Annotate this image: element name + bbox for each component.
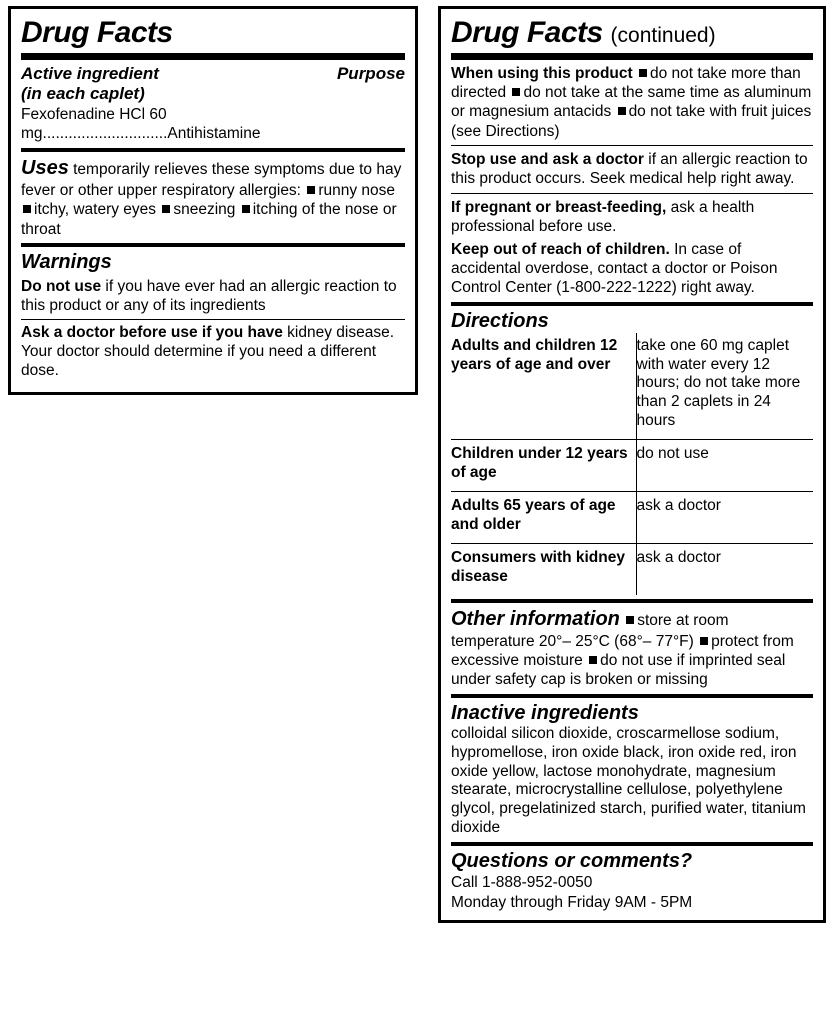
bullet-square-icon — [700, 637, 708, 645]
purpose-heading: Purpose — [336, 63, 405, 83]
divider — [21, 53, 405, 60]
drug-facts-panel-right — [438, 6, 826, 923]
questions-section — [451, 850, 813, 912]
ask-doctor-text: kidney disease. Your doctor should determine if you need a different dose. — [21, 323, 395, 380]
bullet-square-icon — [242, 205, 250, 213]
pregnant-label: If pregnant or breast-feeding, — [451, 198, 667, 216]
page-title-continued — [451, 17, 813, 49]
table-row — [451, 543, 813, 594]
page-title: Drug Facts — [21, 16, 173, 49]
bullet-square-icon — [23, 205, 31, 213]
other-info-item-0: store at room temperature 20°– 25°C (68°– 77°F) — [451, 611, 729, 650]
pregnant-text: ask a health professional before use. — [451, 198, 755, 236]
do-not-use-text: if you have ever had an allergic reaction to this product or any of its ingredients — [21, 277, 397, 315]
divider — [21, 319, 405, 320]
divider — [451, 694, 813, 698]
directions-who-2: Adults 65 years of age and older — [451, 491, 636, 543]
warnings-section — [21, 251, 405, 381]
directions-heading: Directions — [451, 309, 549, 332]
bullet-square-icon — [626, 616, 634, 624]
when-using-item-2: do not take with fruit juices (see Directions) — [451, 103, 812, 140]
stop-use-text: if an allergic reaction to this product occurs. Seek medical help right away. — [451, 151, 808, 188]
divider — [451, 302, 813, 306]
other-information-heading: Other information — [451, 607, 620, 630]
bullet-square-icon — [307, 186, 315, 194]
directions-who-0: Adults and children 12 years of age and over — [451, 333, 636, 440]
bullet-square-icon — [618, 107, 626, 115]
divider — [451, 145, 813, 146]
keep-out-section — [451, 240, 813, 298]
uses-heading: Uses — [21, 156, 69, 179]
directions-what-2: ask a doctor — [636, 491, 813, 543]
divider — [451, 842, 813, 846]
stop-use-label: Stop use and ask a doctor — [451, 151, 644, 168]
divider — [451, 599, 813, 603]
directions-who-3: Consumers with kidney disease — [451, 543, 636, 594]
when-using-item-1: do not take at the same time as aluminum or magnesium antacids — [451, 83, 812, 121]
inactive-ingredients-text: colloidal silicon dioxide, croscarmellose sodium, hypromellose, iron oxide black, iron oxide red, iron oxide yellow, lactose monohydrate, magnesium stearate, microcrystalline cellulose, polyethylene glycol, pregelatinized starch, purified water, titanium dioxide — [451, 724, 806, 837]
directions-what-1: do not use — [636, 440, 813, 492]
inactive-ingredients-section — [451, 702, 813, 838]
active-ingredient-heading: Active ingredient — [21, 63, 159, 83]
bullet-square-icon — [639, 69, 647, 77]
do-not-use-label: Do not use — [21, 277, 102, 295]
when-using-item-0: do not take more than directed — [451, 64, 801, 101]
questions-hours: Monday through Friday 9AM - 5PM — [451, 893, 693, 911]
questions-phone: Call 1-888-952-0050 — [451, 874, 593, 892]
divider — [21, 148, 405, 152]
divider — [21, 243, 405, 247]
table-row — [451, 491, 813, 543]
bullet-square-icon — [512, 88, 520, 96]
warnings-heading: Warnings — [21, 250, 112, 273]
active-ingredient-section — [21, 64, 405, 144]
directions-table — [451, 333, 813, 595]
title-text: Drug Facts — [451, 16, 603, 49]
uses-section — [21, 156, 405, 239]
uses-item-3: itching of the nose or throat — [21, 201, 397, 238]
pregnant-section — [451, 198, 813, 237]
other-info-item-2: do not use if imprinted seal under safety cap is broken or missing — [451, 651, 786, 689]
divider — [451, 193, 813, 194]
table-row — [451, 440, 813, 492]
active-ingredient-subheading: (in each caplet) — [21, 83, 145, 103]
when-using-label: When using this product — [451, 64, 633, 82]
uses-item-0: runny nose — [318, 181, 396, 199]
divider — [451, 53, 813, 60]
bullet-square-icon — [162, 205, 170, 213]
table-row — [451, 333, 813, 440]
title-continued-text: (continued) — [610, 24, 716, 47]
other-information-section — [451, 607, 813, 690]
drug-facts-panel-left — [8, 6, 418, 395]
directions-what-0: take one 60 mg caplet with water every 12 hours; do not take more than 2 caplets in 24 hours — [636, 336, 801, 430]
ask-doctor-label: Ask a doctor before use if you have — [21, 323, 283, 341]
keep-out-text: In case of accidental overdose, contact a doctor or Poison Control Center (1-800-222-1222) right away. — [451, 240, 778, 297]
directions-what-3: ask a doctor — [636, 543, 813, 594]
uses-intro: temporarily relieves these symptoms due to hay fever or other upper respiratory allergies: — [21, 160, 402, 199]
when-using-section — [451, 64, 813, 142]
inactive-ingredients-heading: Inactive ingredients — [451, 701, 639, 724]
uses-item-1: itchy, watery eyes — [34, 201, 157, 219]
active-ingredient-line: Fexofenadine HCl 60 mg.............................Antihistamine — [21, 106, 261, 143]
directions-section — [451, 310, 813, 595]
bullet-square-icon — [589, 656, 597, 664]
keep-out-label: Keep out of reach of children. — [451, 240, 670, 258]
stop-use-section — [451, 150, 813, 189]
uses-item-2: sneezing — [173, 201, 236, 219]
directions-who-1: Children under 12 years of age — [451, 440, 636, 492]
other-info-item-1: protect from excessive moisture — [451, 632, 794, 669]
questions-heading: Questions or comments? — [451, 850, 693, 873]
